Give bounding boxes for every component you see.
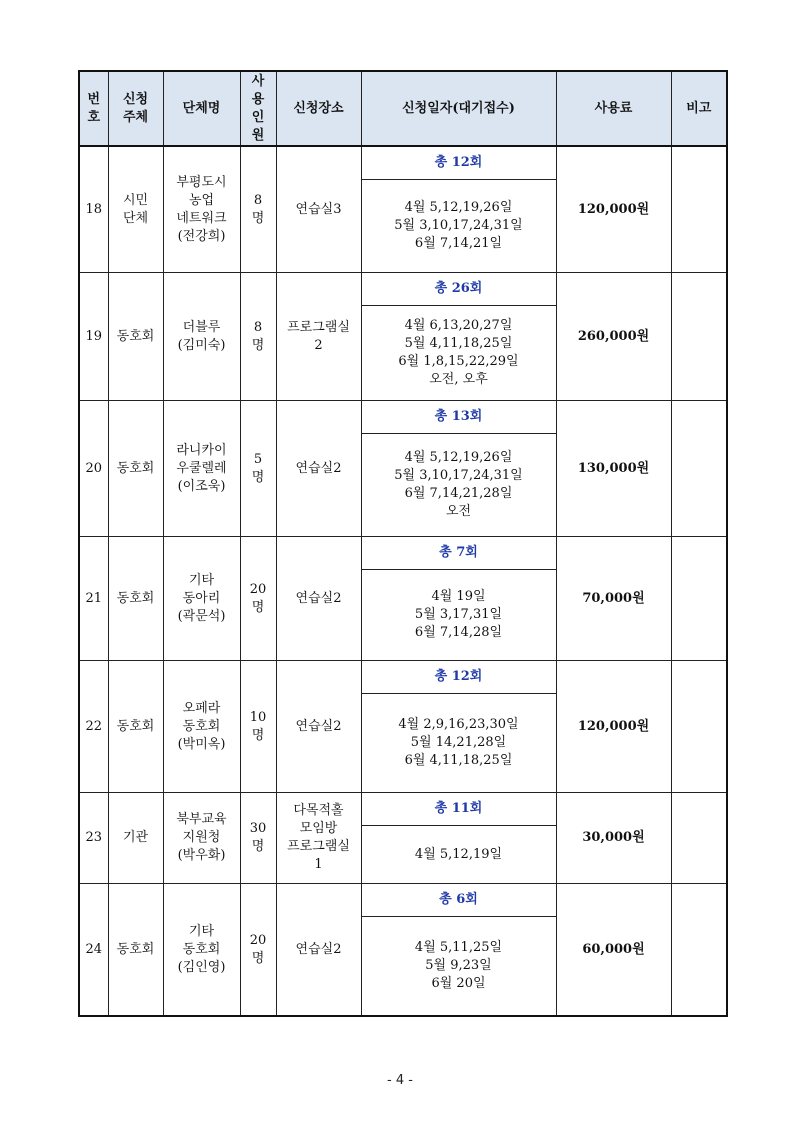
table-body [79, 146, 727, 1016]
cell-line: 5월 9,23일 [425, 958, 492, 973]
cell-line: 동호회 [116, 328, 155, 344]
cell-line: 연습실3 [295, 201, 342, 217]
cell-line: 우쿨렐레 [176, 460, 227, 476]
table-row [79, 146, 727, 180]
table-row [79, 661, 727, 694]
session-dates [361, 180, 556, 273]
cell-line: 동호회 [116, 941, 155, 957]
cell-line: 2 [314, 337, 323, 353]
session-dates [361, 694, 556, 793]
cell-line: 동호회 [116, 590, 155, 606]
cell-line: 4월 6,13,20,27일 [404, 318, 513, 333]
session-dates [361, 434, 556, 537]
user-count [240, 273, 276, 401]
applicant-type [108, 401, 163, 537]
user-count [240, 537, 276, 661]
note-cell [671, 273, 727, 401]
cell-line: 5월 3,17,31일 [414, 607, 503, 622]
note-cell [671, 537, 727, 661]
cell-line: 기관 [122, 830, 149, 845]
usage-fee: 120,000원 [556, 661, 671, 793]
applicant-type [108, 146, 163, 273]
cell-line: 5월 3,10,17,24,31일 [394, 218, 523, 233]
cell-line: 프로그램실 [287, 319, 350, 335]
user-count [240, 884, 276, 1017]
cell-line: 8 [253, 319, 263, 335]
cell-line: 동호회 [116, 718, 155, 734]
cell-line: (김미숙) [177, 337, 226, 353]
cell-line: 6월 20일 [431, 976, 486, 991]
cell-line: 5월 3,10,17,24,31일 [394, 468, 523, 483]
user-count [240, 793, 276, 884]
cell-line: 라니카이 [176, 442, 227, 458]
cell-line: 6월 7,14,28일 [414, 625, 503, 640]
cell-line: 6월 7,14,21일 [414, 236, 503, 251]
cell-line: 단체 [122, 210, 149, 226]
cell-line: 30 [249, 821, 267, 836]
cell-line: 시민 [122, 192, 149, 208]
row-number: 18 [79, 146, 108, 273]
cell-line: 동호회 [182, 718, 221, 734]
usage-fee: 120,000원 [556, 146, 671, 273]
cell-line: 20 [249, 932, 267, 948]
venue [276, 793, 361, 884]
note-cell [671, 661, 727, 793]
cell-line: 명 [251, 727, 265, 743]
cell-line: 기타 [188, 923, 215, 939]
cell-line: (박미옥) [177, 736, 226, 752]
cell-line: 4월 2,9,16,23,30일 [398, 717, 519, 732]
session-dates [361, 306, 556, 401]
session-total: 총 26회 [361, 273, 556, 306]
user-count [240, 661, 276, 793]
session-total: 총 12회 [361, 146, 556, 180]
group-name [163, 401, 240, 537]
header-place: 신청장소 [276, 71, 361, 146]
session-total: 총 11회 [361, 793, 556, 826]
cell-line: 북부교육 [176, 812, 227, 827]
table-row [79, 273, 727, 306]
cell-line: 오전 [445, 504, 472, 519]
table-row [79, 793, 727, 826]
table-row [79, 401, 727, 434]
group-name [163, 273, 240, 401]
group-name [163, 146, 240, 273]
cell-line: 명 [251, 337, 265, 353]
cell-line: (박우화) [177, 848, 226, 863]
cell-line: 4월 19일 [431, 589, 486, 604]
header-no: 번 호 [79, 71, 108, 146]
cell-line: 지원청 [182, 830, 221, 845]
row-number: 19 [79, 273, 108, 401]
cell-line: (곽문석) [177, 608, 226, 624]
cell-line: 5월 4,11,18,25일 [404, 336, 513, 351]
usage-fee: 70,000원 [556, 537, 671, 661]
row-number: 20 [79, 401, 108, 537]
cell-line: 기타 [188, 572, 215, 588]
applicant-type [108, 884, 163, 1017]
cell-line: 4월 5,12,19,26일 [404, 200, 513, 215]
cell-line: 동아리 [182, 590, 221, 606]
cell-line: 명 [251, 839, 265, 854]
cell-line: 1 [314, 857, 323, 872]
usage-fee: 60,000원 [556, 884, 671, 1017]
cell-line: 10 [249, 709, 267, 725]
cell-line: (김인영) [177, 959, 226, 975]
page-number: - 4 - [387, 1073, 413, 1088]
row-number: 21 [79, 537, 108, 661]
venue [276, 884, 361, 1017]
session-total: 총 12회 [361, 661, 556, 694]
usage-fee: 260,000원 [556, 273, 671, 401]
session-dates [361, 917, 556, 1017]
note-cell [671, 884, 727, 1017]
header-subject: 신청 주체 [108, 71, 163, 146]
cell-line: 농업 [188, 192, 215, 208]
user-count [240, 146, 276, 273]
cell-line: 5월 14,21,28일 [410, 735, 507, 750]
applicant-type [108, 793, 163, 884]
cell-line: 오전, 오후 [429, 372, 488, 387]
cell-line: 6월 1,8,15,22,29일 [398, 354, 519, 369]
cell-line: 다목적홀 [293, 803, 344, 818]
group-name [163, 793, 240, 884]
venue [276, 537, 361, 661]
cell-line: (이조욱) [177, 478, 226, 494]
cell-line: 연습실2 [295, 590, 342, 606]
cell-line: 동호회 [182, 941, 221, 957]
cell-line: 4월 5,12,19일 [414, 846, 503, 862]
user-count [240, 401, 276, 537]
row-number: 23 [79, 793, 108, 884]
header-users: 사 용 인 원 [240, 71, 276, 146]
venue [276, 146, 361, 273]
group-name [163, 884, 240, 1017]
cell-line: 연습실2 [295, 718, 342, 734]
cell-line: 6월 4,11,18,25일 [404, 753, 513, 768]
cell-line: 프로그램실 [287, 839, 350, 854]
cell-line: 4월 5,12,19,26일 [404, 450, 513, 465]
cell-line: 연습실2 [295, 460, 342, 476]
table-row [79, 884, 727, 917]
cell-line: 동호회 [116, 460, 155, 476]
table-row [79, 537, 727, 570]
cell-line: 연습실2 [295, 941, 342, 957]
cell-line: 명 [251, 599, 265, 615]
note-cell [671, 146, 727, 273]
row-number: 24 [79, 884, 108, 1017]
cell-line: 4월 5,11,25일 [414, 940, 503, 955]
cell-line: 부평도시 [176, 174, 227, 190]
session-total: 총 13회 [361, 401, 556, 434]
header-dates: 신청일자(대기접수) [361, 71, 556, 146]
cell-line: 20 [249, 581, 267, 597]
cell-line: 5 [253, 451, 263, 467]
cell-line: 6월 7,14,21,28일 [404, 486, 513, 501]
header-row [79, 71, 727, 146]
applicant-type [108, 661, 163, 793]
venue [276, 273, 361, 401]
header-note: 비고 [671, 71, 727, 146]
cell-line: 네트워크 [176, 210, 227, 226]
header-fee: 사용료 [556, 71, 671, 146]
applicant-type [108, 273, 163, 401]
group-name [163, 537, 240, 661]
note-cell [671, 401, 727, 537]
session-dates [361, 826, 556, 884]
cell-line: 명 [251, 469, 265, 485]
cell-line: 8 [253, 192, 263, 208]
usage-fee: 130,000원 [556, 401, 671, 537]
session-total: 총 6회 [361, 884, 556, 917]
venue [276, 661, 361, 793]
note-cell [671, 793, 727, 884]
row-number: 22 [79, 661, 108, 793]
cell-line: 더블루 [182, 319, 221, 335]
cell-line: (전강희) [177, 228, 226, 244]
venue [276, 401, 361, 537]
session-dates [361, 570, 556, 661]
schedule-table [78, 70, 728, 1017]
group-name [163, 661, 240, 793]
cell-line: 모임방 [299, 821, 338, 836]
cell-line: 오페라 [182, 700, 221, 716]
cell-line: 명 [251, 210, 265, 226]
cell-line: 명 [251, 950, 265, 966]
usage-fee: 30,000원 [556, 793, 671, 884]
header-group: 단체명 [163, 71, 240, 146]
applicant-type [108, 537, 163, 661]
session-total: 총 7회 [361, 537, 556, 570]
